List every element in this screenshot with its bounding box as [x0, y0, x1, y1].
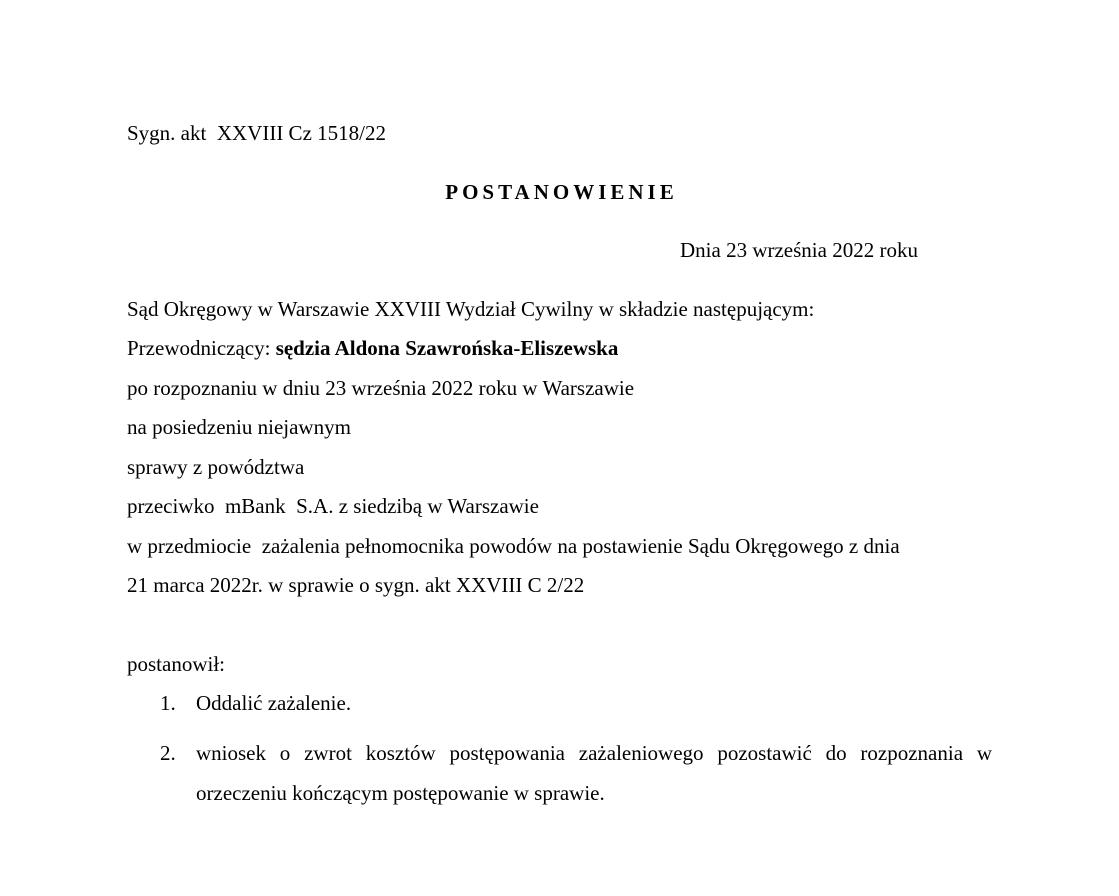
defendant-line: przeciwko mBank S.A. z siedzibą w Warszawie	[127, 494, 539, 518]
subject-line-2: 21 marca 2022r. w sprawie o sygn. akt XXVIII C 2/22	[127, 573, 585, 597]
case-line: sprawy z powództwa	[127, 455, 305, 479]
presiding-label: Przewodniczący:	[127, 336, 276, 360]
case-signature: Sygn. akt XXVIII Cz 1518/22	[127, 121, 386, 145]
session-line: na posiedzeniu niejawnym	[127, 415, 351, 439]
decision-item-1-text: Oddalić zażalenie.	[196, 691, 352, 715]
decision-item-2-number: 2.	[160, 741, 176, 765]
decision-item-2-text-line-2: orzeczeniu kończącym postępowanie w sprawie.	[196, 781, 605, 805]
decision-label: postanowił:	[127, 652, 225, 676]
hearing-line: po rozpoznaniu w dniu 23 września 2022 roku w Warszawie	[127, 376, 635, 400]
presiding-name: sędzia Aldona Szawrońska-Eliszewska	[275, 336, 619, 360]
presiding-judge-line	[127, 336, 618, 360]
subject-line-1: w przedmiocie zażalenia pełnomocnika powodów na postawienie Sądu Okręgowego z dnia	[127, 534, 900, 558]
court-composition: Sąd Okręgowy w Warszawie XXVIII Wydział Cywilny w składzie następującym:	[127, 297, 815, 321]
document-title: POSTANOWIENIE	[445, 180, 678, 204]
decision-item-1-number: 1.	[160, 691, 176, 715]
document-date: Dnia 23 września 2022 roku	[680, 238, 918, 262]
decision-item-2-text-line-1: wniosek o zwrot kosztów postępowania zażaleniowego pozostawić do rozpoznania w	[196, 741, 992, 765]
